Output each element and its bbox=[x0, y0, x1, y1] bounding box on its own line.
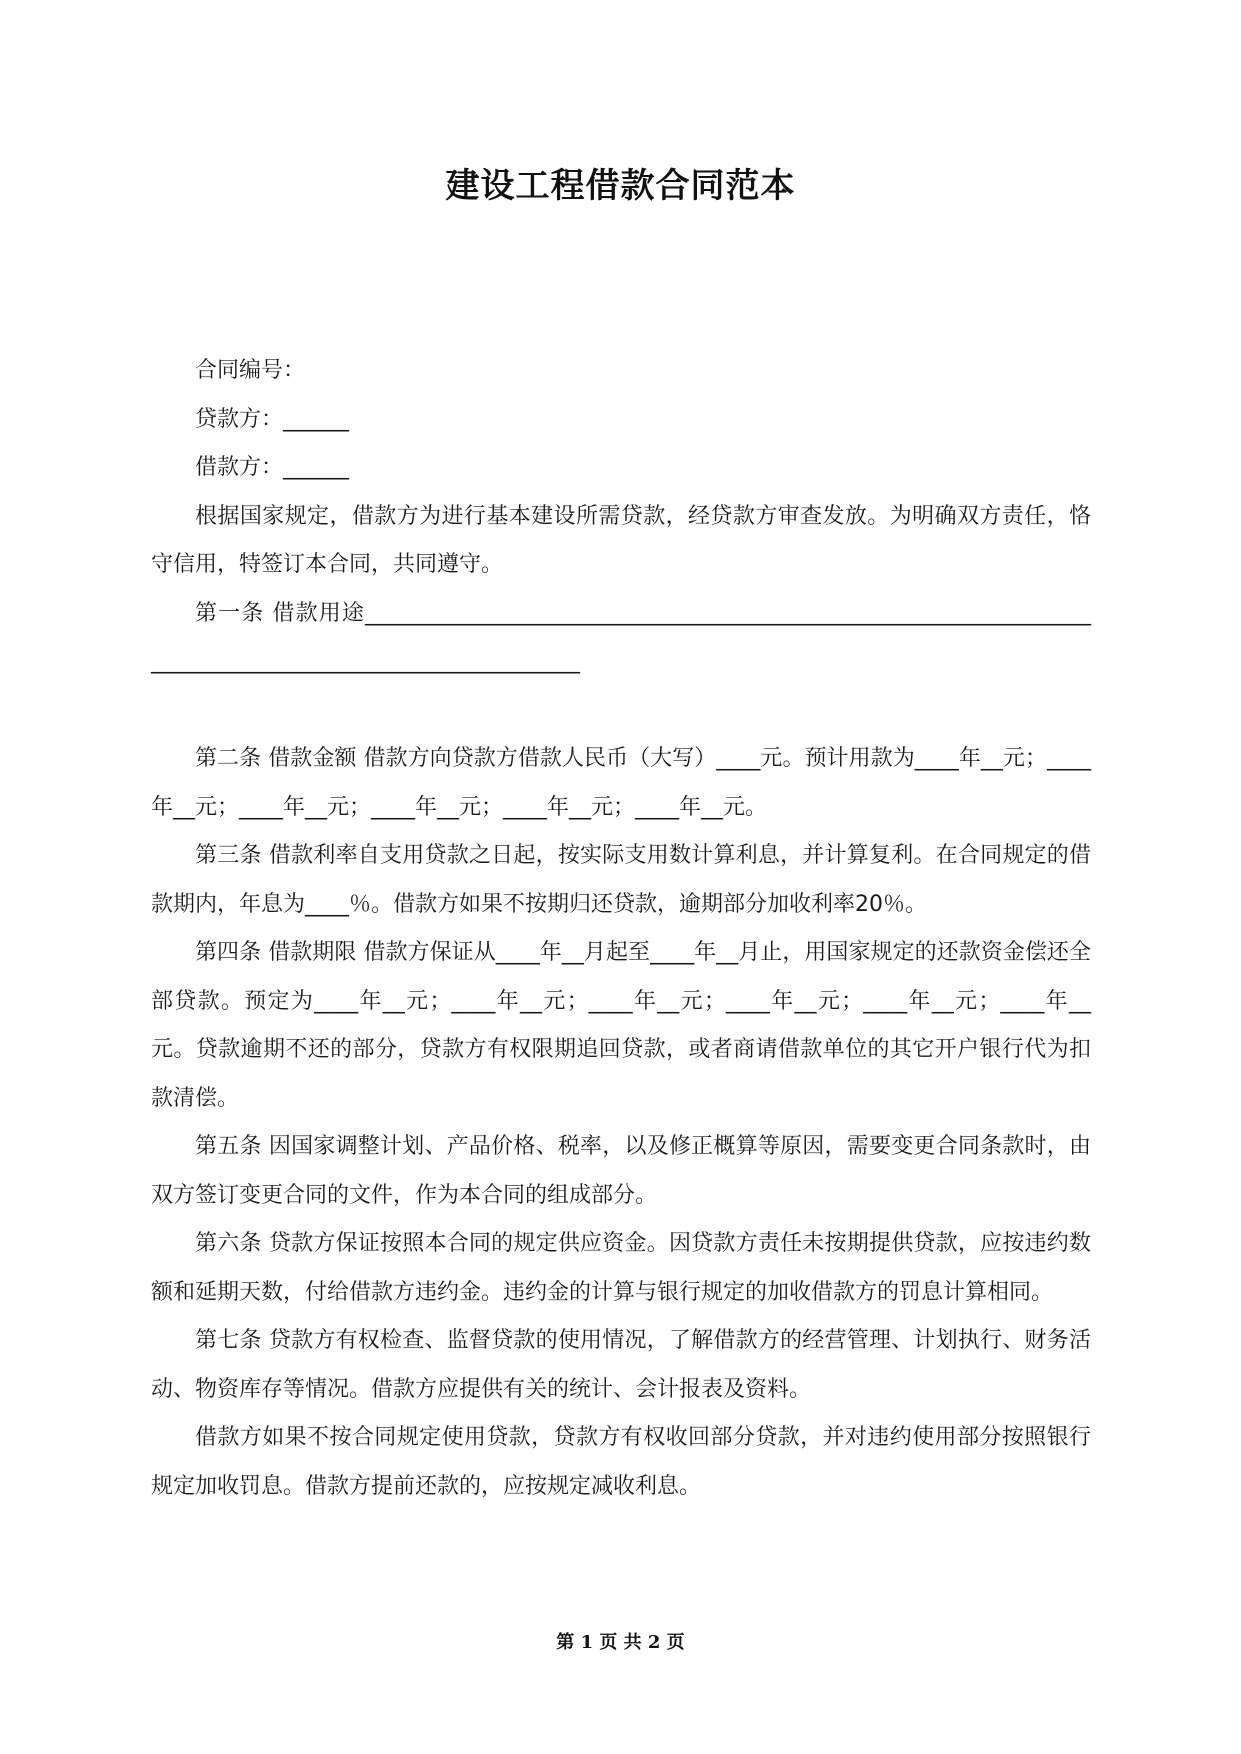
article-7-paragraph: 第七条 贷款方有权检查、监督贷款的使用情况，了解借款方的经营管理、计划执行、财务活动、物资库存等情况。借款方应提供有关的统计、会计报表及资料。 bbox=[151, 1328, 1091, 1402]
document-title: 建设工程借款合同范本 bbox=[445, 166, 796, 206]
article-2-paragraph: 第二条 借款金额 借款方向贷款方借款人民币（大写）____元。预计用款为____年__元；____年__元；____年__元；____年__元；____年__元；____年__元。 bbox=[151, 746, 1091, 820]
article-3-paragraph: 第三条 借款利率自支用贷款之日起，按实际支用数计算利息，并计算复利。在合同规定的借款期内，年息为____％。借款方如果不按期归还贷款，逾期部分加收利率20％。 bbox=[151, 843, 1091, 917]
article-7-continued-paragraph: 借款方如果不按合同规定使用贷款，贷款方有权收回部分贷款，并对违约使用部分按照银行规定加收罚息。借款方提前还款的，应按规定减收利息。 bbox=[151, 1425, 1091, 1499]
article-6-paragraph: 第六条 贷款方保证按照本合同的规定供应资金。因贷款方责任未按期提供贷款，应按违约数额和延期天数，付给借款方违约金。违约金的计算与银行规定的加收借款方的罚息计算相同。 bbox=[151, 1231, 1091, 1305]
preamble-paragraph: 根据国家规定，借款方为进行基本建设所需贷款，经贷款方审查发放。为明确双方责任，恪守信用，特签订本合同，共同遵守。 bbox=[151, 503, 1091, 577]
document-body bbox=[151, 347, 1091, 1511]
borrower-field: 借款方：______ bbox=[195, 455, 350, 480]
contract-number-field: 合同编号： bbox=[195, 358, 306, 383]
page-number-footer: 第 1 页 共 2 页 bbox=[556, 1632, 685, 1653]
article-1-paragraph: 第一条 借款用途_________________________________________________________________________________________________________ bbox=[151, 600, 1091, 674]
lender-field: 贷款方：______ bbox=[195, 406, 350, 432]
article-4-paragraph: 第四条 借款期限 借款方保证从____年__月起至____年__月止，用国家规定的还款资金偿还全部贷款。预定为____年__元；____年__元；____年__元；____年__元；____年__元；____年__元。贷款逾期不还的部分，贷款方有权限期追回贷款，或者商请借款单位的其它开户银行代为扣款清偿。 bbox=[151, 940, 1091, 1111]
blank-line bbox=[151, 687, 1091, 736]
article-5-paragraph: 第五条 因国家调整计划、产品价格、税率，以及修正概算等原因，需要变更合同条款时，由双方签订变更合同的文件，作为本合同的组成部分。 bbox=[151, 1134, 1091, 1208]
